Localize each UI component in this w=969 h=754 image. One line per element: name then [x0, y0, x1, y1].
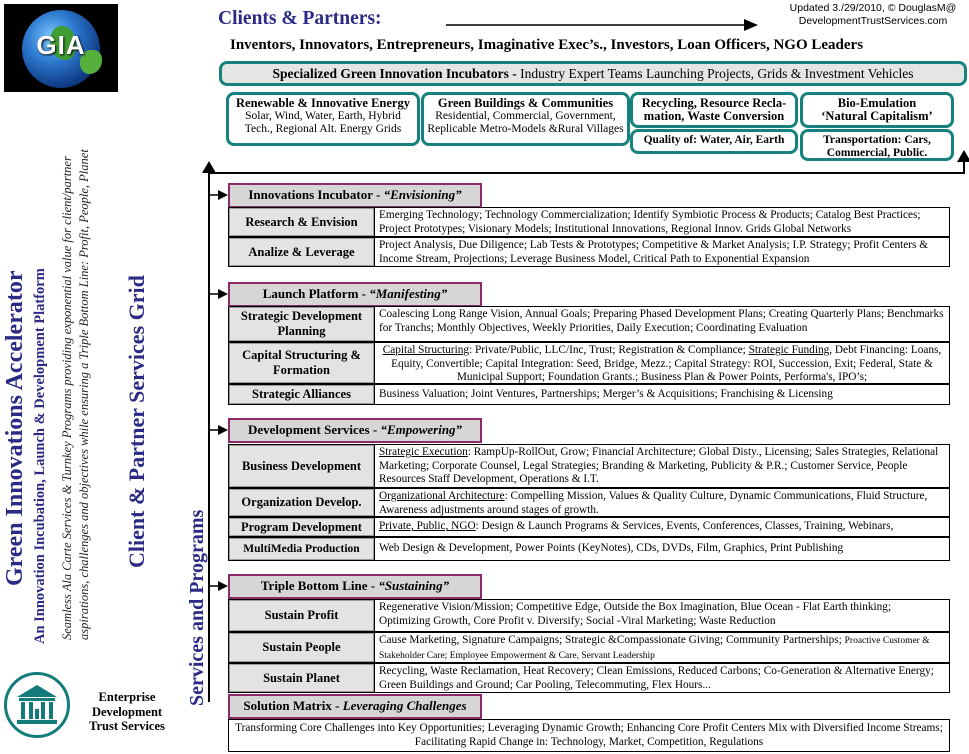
gia-logo — [4, 4, 118, 92]
services-title: Services and Programs — [186, 509, 208, 706]
section-innovations-incubator: Innovations Incubator - “Envisioning” — [228, 183, 482, 208]
up-arrow-icon — [202, 161, 216, 173]
updated-note: Updated 3./29/2010, © DouglasM@ DevelopmentTrustServices.com — [789, 2, 957, 27]
logo-text: GIA — [36, 30, 86, 60]
sector-renewable-energy: Renewable & Innovative Energy Solar, Wind, Water, Earth, Hybrid Tech., Regional Alt. Energy Grids — [226, 92, 420, 146]
grid-title: Client & Partner Services Grid — [124, 275, 149, 568]
flow-line-top — [208, 172, 965, 174]
right-arrow-icon — [210, 190, 228, 200]
row-organization-develop: Organization Develop. Organizational Architecture: Compelling Mission, Values & Quality Culture, Dynamic Communications, Fluid Structure, Awareness adjustments around stages of growth. — [228, 488, 950, 517]
section-triple-bottom-line: Triple Bottom Line - “Sustaining” — [228, 574, 482, 599]
section-solution-matrix: Solution Matrix - Leveraging Challenges — [228, 694, 482, 719]
sector-quality: Quality of: Water, Air, Earth — [630, 129, 798, 154]
right-arrow-icon — [210, 425, 228, 435]
sector-transportation: Transportation: Cars, Commercial, Public. — [800, 129, 954, 161]
incubators-banner: Specialized Green Innovation Incubators - Industry Expert Teams Launching Projects, Grids & Investment Vehicles — [219, 61, 967, 86]
organization-name: Enterprise Development Trust Services — [89, 690, 165, 733]
bank-building-icon — [4, 672, 70, 738]
side-subtitle: An Innovation Incubation, Launch & Development Platform — [32, 268, 48, 644]
right-arrow-icon — [210, 289, 228, 299]
row-business-development: Business Development Strategic Execution: RampUp-RollOut, Grow; Financial Architecture; Global Disty., Licensing; Sales Strategies, Relational Marketing; Corporate Counsel, Legal Strategies; Branding & Marketing, Publicity & P.R.; Customer Service, People Resources Staff Development, Operations & I.T. — [228, 444, 950, 488]
sector-recycling: Recycling, Resource Recla- mation, Waste Conversion — [630, 92, 798, 128]
row-sustain-planet: Sustain Planet Recycling, Waste Reclamation, Heat Recovery; Clean Emissions, Reduced Carbons; Co-Generation & Alternative Energy; Green Buildings and Ground; Car Pooling, Telecommuting, Flex Hours... — [228, 663, 950, 693]
clients-title: Clients & Partners: — [218, 8, 382, 29]
row-solution-matrix: Transforming Core Challenges into Key Opportunities; Leveraging Dynamic Growth; Enhancing Core Profit Centers Mix with Diversified Income Streams; Facilitating Rapid Change in: Technology, Market, Competition, Regulations — [228, 719, 950, 752]
clients-list: Inventors, Innovators, Entrepreneurs, Imaginative Exec’s., Investors, Loan Officers, NGO Leaders — [230, 37, 864, 53]
row-program-development: Program Development Private, Public, NGO : Design & Launch Programs & Services, Events, Conferences, Classes, Training, Webinars, — [228, 517, 950, 537]
row-sustain-profit: Sustain Profit Regenerative Vision/Mission; Competitive Edge, Outside the Box Imagination, Blue Ocean - Flat Earth thinking; Optimizing Growth, Core Profit v. Diversify; Social -Viral Marketing; Waste Reduction — [228, 599, 950, 632]
right-arrow-icon — [446, 18, 758, 32]
sector-green-buildings: Green Buildings & Communities Residential, Commercial, Government, Replicable Metro-Models &Rural Villages — [421, 92, 630, 146]
right-arrow-icon — [210, 581, 228, 591]
row-analize-leverage: Analize & Leverage Project Analysis, Due Diligence; Lab Tests & Prototypes; Competitive & Market Analysis; I.P. Strategy; Profit Centers & Income Stream, Projections; Leverage Business Model, Critical Path to Exponential Expansion — [228, 237, 950, 267]
side-title: Green Innovations Accelerator — [2, 270, 28, 586]
flow-line-left — [208, 170, 210, 702]
row-research-envision: Research & Envision Emerging Technology; Technology Commercialization; Identify Symbiotic Process & Products; Catalog Best Practices; Project Prototypes; Visionary Models; Institutional Innovations, Regional Innov. Grids Global Networks — [228, 207, 950, 237]
section-development-services: Development Services - “Empowering” — [228, 418, 482, 443]
side-description-line1: Seamless Ala Carte Services & Turnkey Programs providing exponential value for client/partner — [60, 156, 74, 640]
section-launch-platform: Launch Platform - “Manifesting” — [228, 282, 482, 307]
up-arrow-icon — [957, 150, 969, 162]
sector-bio-emulation: Bio-Emulation ‘Natural Capitalism’ — [800, 92, 954, 128]
row-strategic-planning: Strategic Development Planning Coalescing Long Range Vision, Annual Goals; Preparing Phased Development Plans; Creating Quarterly Plans; Benchmarks for Tranchs; Monthly Objectives, Weekly Priorities, Daily Execution; Coordinating Evaluation — [228, 306, 950, 342]
row-strategic-alliances: Strategic Alliances Business Valuation; Joint Ventures, Partnerships; Merger’s & Acquisitions; Franchising & Licensing — [228, 384, 950, 405]
row-sustain-people: Sustain People Cause Marketing, Signature Campaigns; Strategic &Compassionate Giving; Community Partnerships; Proactive Customer & Stakeholder Care; Employee Empowerment & Care, Servant Leadership — [228, 632, 950, 663]
row-multimedia-production: MultiMedia Production Web Design & Development, Power Points (KeyNotes), CDs, DVDs, Film, Graphics, Print Publishing — [228, 537, 950, 561]
side-description-line2: aspirations, challenges and objectives while ensuring a Triple Bottom Line: Profit, People, Planet — [77, 149, 91, 640]
row-capital-structuring: Capital Structuring & Formation Capital Structuring: Private/Public, LLC/Inc, Trust; Registration & Compliance; Strategic Funding, Debt Financing: Loans, Equity, Convertible; Capital Integration: Seed, Bridge, Mezz.; Capital Strategy: ROI, Succession, Exit; Federal, State & Municipal Support; Foundation Grants.; Business Plan & Power Points, Performa's, IPO’s; — [228, 342, 950, 384]
